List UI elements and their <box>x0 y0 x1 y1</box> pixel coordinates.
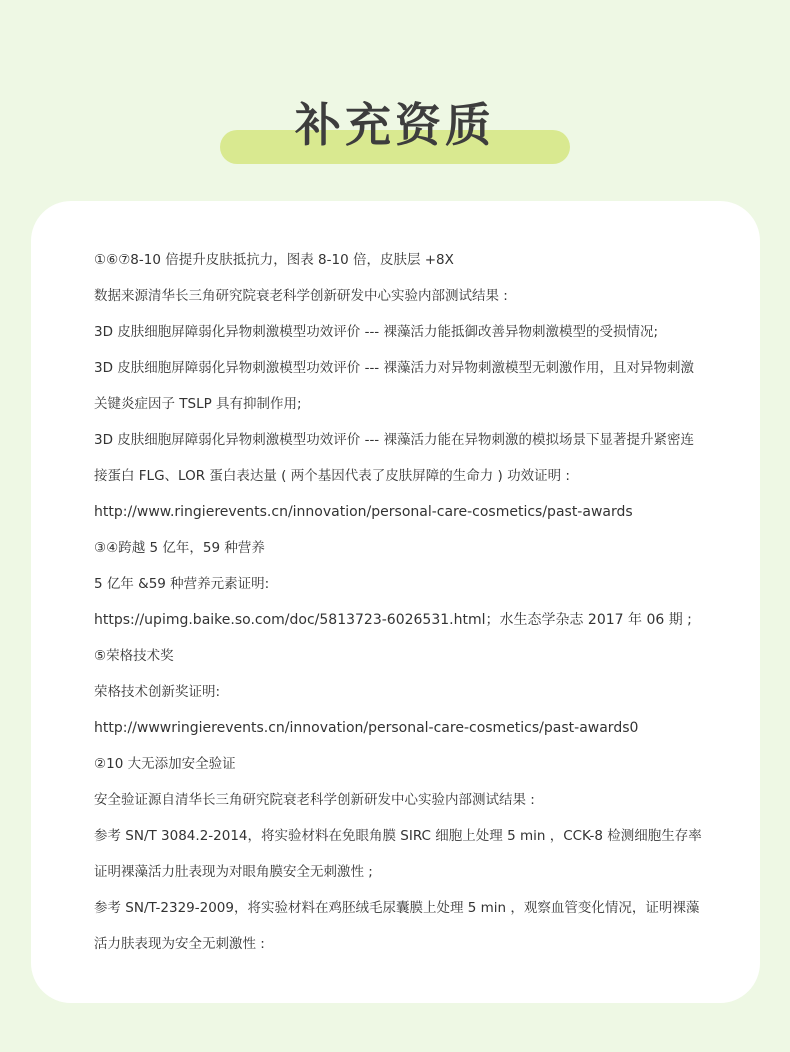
text-line: 参考 SN/T 3084.2-2014，将实验材料在免眼角膜 SIRC 细胞上处理 5 min ，CCK-8 检测细胞生存率 <box>94 828 702 844</box>
text-line: 3D 皮肤细胞屏障弱化异物刺激模型功效评价 --- 裸藻活力能抵御改善异物刺激模型的受损情况; <box>94 324 659 340</box>
title-section <box>0 90 790 170</box>
text-line: 关键炎症因子 TSLP 具有抑制作用; <box>94 396 302 412</box>
text-line: 接蛋白 FLG、LOR 蛋白表达量 ( 两个基因代表了皮肤屏障的生命力 ) 功效证明 : <box>94 468 570 484</box>
text-line: 活力肤表现为安全无刺激性 : <box>94 936 265 952</box>
text-line: 5 亿年 &59 种营养元素证明: <box>94 576 270 592</box>
text-line: ⑤荣格技术奖 <box>94 648 174 664</box>
text-line: ①⑥⑦8-10 倍提升皮肤抵抗力，图表 8-10 倍，皮肤层 +8X <box>94 252 454 268</box>
text-line: 证明裸藻活力肚表现为对眼角膜安全无刺激性 ; <box>94 864 373 880</box>
text-line: 数据来源清华长三角研究院衰老科学创新研发中心实验内部测试结果 : <box>94 288 508 304</box>
text-line: 安全验证源自清华长三角研究院衰老科学创新研发中心实验内部测试结果 : <box>94 792 535 808</box>
content-card <box>31 201 760 1003</box>
text-line: 3D 皮肤细胞屏障弱化异物刺激模型功效评价 --- 裸藻活力能在异物刺激的模拟场景下显著提升紧密连 <box>94 432 694 448</box>
reference-url: https://upimg.baike.so.com/doc/5813723-6026531.html；水生态学杂志 2017 年 06 期 ; <box>94 612 692 628</box>
text-line: ③④跨越 5 亿年，59 种营养 <box>94 540 265 556</box>
text-line: 参考 SN/T-2329-2009，将实验材料在鸡胚绒毛尿囊膜上处理 5 min ，观察血管变化情况，证明裸藻 <box>94 900 700 916</box>
content-text <box>94 242 724 962</box>
page-title: 补充资质 <box>295 98 495 152</box>
text-line: 3D 皮肤细胞屏障弱化异物刺激模型功效评价 --- 裸藻活力对异物刺激模型无刺激作用，且对异物刺激 <box>94 360 694 376</box>
reference-url: http://wwwringierevents.cn/innovation/personal-care-cosmetics/past-awards0 <box>94 720 639 736</box>
text-line: 荣格技术创新奖证明: <box>94 684 221 700</box>
reference-url: http://www.ringierevents.cn/innovation/personal-care-cosmetics/past-awards <box>94 504 633 520</box>
text-line: ②10 大无添加安全验证 <box>94 756 236 772</box>
